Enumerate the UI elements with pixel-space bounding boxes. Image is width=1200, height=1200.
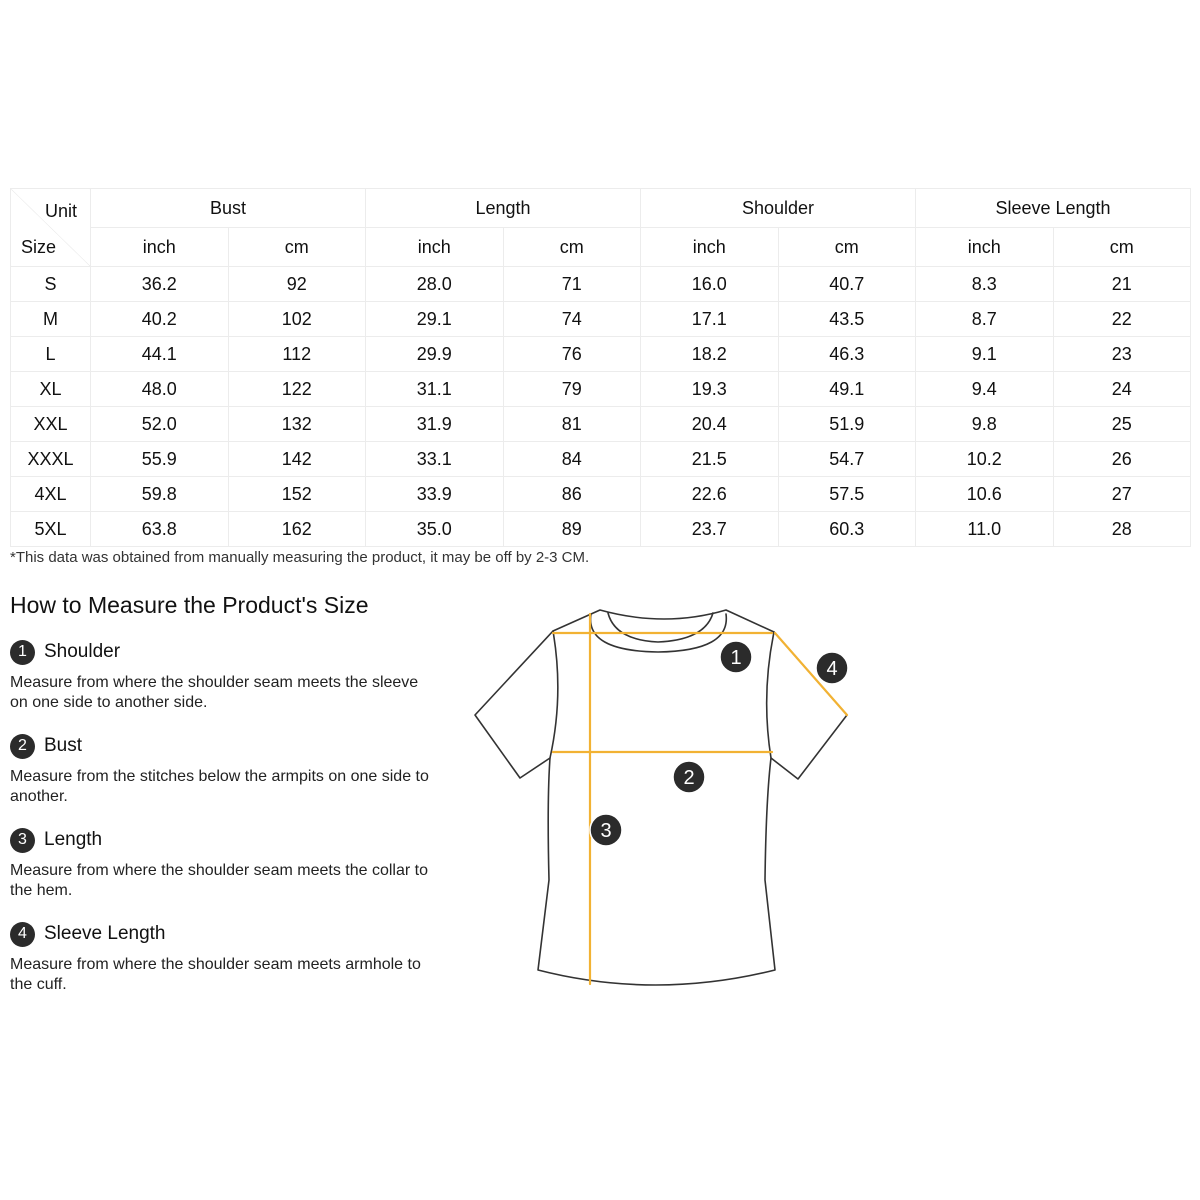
measurement-cell: 81: [503, 407, 641, 442]
measurement-cell: 35.0: [366, 512, 504, 547]
group-header-length: Length: [366, 189, 641, 228]
measurement-cell: 142: [228, 442, 366, 477]
measurement-cell: 29.1: [366, 302, 504, 337]
marker-3: [590, 814, 622, 846]
marker-2: [673, 761, 705, 793]
step-shoulder: [10, 639, 430, 713]
measurement-cell: 9.1: [916, 337, 1054, 372]
step-title: Bust: [44, 735, 83, 756]
size-cell: M: [11, 302, 91, 337]
measurement-cell: 22: [1053, 302, 1191, 337]
table-row: [11, 337, 1191, 372]
step-number-badge: 4: [10, 922, 35, 947]
right-armhole-seam: [767, 632, 774, 758]
measurement-cell: 8.3: [916, 267, 1054, 302]
measurement-cell: 49.1: [778, 372, 916, 407]
measurement-cell: 43.5: [778, 302, 916, 337]
size-rows: [11, 267, 1191, 547]
measurement-cell: 44.1: [91, 337, 229, 372]
step-title: Length: [44, 829, 103, 850]
measurement-cell: 55.9: [91, 442, 229, 477]
group-header-bust: Bust: [91, 189, 366, 228]
measurement-cell: 31.9: [366, 407, 504, 442]
measurement-cell: 11.0: [916, 512, 1054, 547]
measurement-cell: 31.1: [366, 372, 504, 407]
measurement-cell: 79: [503, 372, 641, 407]
unit-label: Unit: [45, 201, 78, 221]
measurement-cell: 16.0: [641, 267, 779, 302]
measurement-cell: 112: [228, 337, 366, 372]
marker-number: 1: [730, 647, 742, 669]
measurement-cell: 29.9: [366, 337, 504, 372]
measurement-lines: [553, 614, 847, 984]
step-length: [10, 827, 430, 901]
table-row: [11, 372, 1191, 407]
size-cell: XXL: [11, 407, 91, 442]
size-chart-table: [10, 188, 1191, 547]
measurement-cell: 57.5: [778, 477, 916, 512]
unit-header-cell: cm: [503, 228, 641, 267]
measurement-cell: 89: [503, 512, 641, 547]
size-cell: XL: [11, 372, 91, 407]
step-description: Measure from where the shoulder seam meets armhole to the cuff.: [10, 956, 421, 993]
measurement-cell: 18.2: [641, 337, 779, 372]
measurement-cell: 9.8: [916, 407, 1054, 442]
table-unit-header-row: [11, 228, 1191, 267]
measurement-cell: 54.7: [778, 442, 916, 477]
measurement-cell: 28: [1053, 512, 1191, 547]
size-cell: 5XL: [11, 512, 91, 547]
measurement-cell: 10.6: [916, 477, 1054, 512]
tshirt-measurement-diagram: [465, 600, 865, 1000]
measurement-cell: 59.8: [91, 477, 229, 512]
unit-header-cell: cm: [1053, 228, 1191, 267]
measurement-cell: 23: [1053, 337, 1191, 372]
table-group-header-row: [11, 189, 1191, 228]
tshirt-outline: [475, 610, 847, 985]
table-row: [11, 442, 1191, 477]
measurement-cell: 48.0: [91, 372, 229, 407]
table-corner-cell: [11, 189, 91, 267]
measurement-cell: 22.6: [641, 477, 779, 512]
size-cell: S: [11, 267, 91, 302]
measurement-cell: 28.0: [366, 267, 504, 302]
guide-title: How to Measure the Product's Size: [10, 592, 369, 618]
unit-header-cell: inch: [91, 228, 229, 267]
measurement-cell: 132: [228, 407, 366, 442]
step-title: Sleeve Length: [44, 923, 166, 944]
size-label: Size: [21, 237, 57, 257]
size-cell: L: [11, 337, 91, 372]
unit-header-cell: inch: [366, 228, 504, 267]
measurement-cell: 26: [1053, 442, 1191, 477]
measurement-cell: 86: [503, 477, 641, 512]
measurement-cell: 162: [228, 512, 366, 547]
marker-1: [720, 641, 752, 673]
measurement-cell: 25: [1053, 407, 1191, 442]
unit-header-cell: inch: [641, 228, 779, 267]
table-row: [11, 512, 1191, 547]
measurement-cell: 92: [228, 267, 366, 302]
table-row: [11, 267, 1191, 302]
table-row: [11, 302, 1191, 337]
measurement-cell: 40.7: [778, 267, 916, 302]
measurement-cell: 23.7: [641, 512, 779, 547]
measurement-cell: 76: [503, 337, 641, 372]
step-title: Shoulder: [44, 641, 121, 662]
measurement-cell: 60.3: [778, 512, 916, 547]
measurement-cell: 152: [228, 477, 366, 512]
step-description: Measure from the stitches below the armpits on one side to another.: [10, 768, 429, 805]
measurement-cell: 63.8: [91, 512, 229, 547]
measurement-cell: 24: [1053, 372, 1191, 407]
measurement-cell: 20.4: [641, 407, 779, 442]
measurement-cell: 33.1: [366, 442, 504, 477]
measurement-cell: 36.2: [91, 267, 229, 302]
measurement-cell: 17.1: [641, 302, 779, 337]
measurement-cell: 8.7: [916, 302, 1054, 337]
table-row: [11, 407, 1191, 442]
marker-number: 2: [683, 767, 695, 789]
marker-number: 4: [826, 658, 838, 680]
step-number-badge: 1: [10, 640, 35, 665]
step-bust: [10, 733, 430, 807]
left-armhole-seam: [550, 631, 558, 758]
size-cell: XXXL: [11, 442, 91, 477]
measurement-cell: 10.2: [916, 442, 1054, 477]
measurement-cell: 74: [503, 302, 641, 337]
collar-inner: [608, 613, 713, 642]
size-cell: 4XL: [11, 477, 91, 512]
measurement-cell: 27: [1053, 477, 1191, 512]
step-number-badge: 2: [10, 734, 35, 759]
unit-header-cell: cm: [778, 228, 916, 267]
measurement-cell: 40.2: [91, 302, 229, 337]
group-header-shoulder: Shoulder: [641, 189, 916, 228]
unit-header-cell: inch: [916, 228, 1054, 267]
measurement-cell: 102: [228, 302, 366, 337]
step-description: Measure from where the shoulder seam meets the collar to the hem.: [10, 862, 428, 899]
measurement-cell: 9.4: [916, 372, 1054, 407]
step-sleeve-length: [10, 921, 430, 995]
marker-4: [816, 652, 848, 684]
measurement-footnote: *This data was obtained from manually measuring the product, it may be off by 2-3 CM.: [10, 549, 590, 566]
measurement-cell: 51.9: [778, 407, 916, 442]
measurement-cell: 46.3: [778, 337, 916, 372]
table-row: [11, 477, 1191, 512]
step-description: Measure from where the shoulder seam meets the sleeve on one side to another side.: [10, 674, 419, 711]
step-number-badge: 3: [10, 828, 35, 853]
measurement-cell: 21.5: [641, 442, 779, 477]
marker-number: 3: [600, 820, 612, 842]
measurement-cell: 19.3: [641, 372, 779, 407]
measurement-cell: 33.9: [366, 477, 504, 512]
measurement-cell: 84: [503, 442, 641, 477]
measurement-cell: 122: [228, 372, 366, 407]
measurement-cell: 21: [1053, 267, 1191, 302]
unit-header-cell: cm: [228, 228, 366, 267]
measurement-cell: 71: [503, 267, 641, 302]
measurement-cell: 52.0: [91, 407, 229, 442]
group-header-sleeve-length: Sleeve Length: [916, 189, 1191, 228]
tshirt-body-outline: [475, 610, 847, 985]
